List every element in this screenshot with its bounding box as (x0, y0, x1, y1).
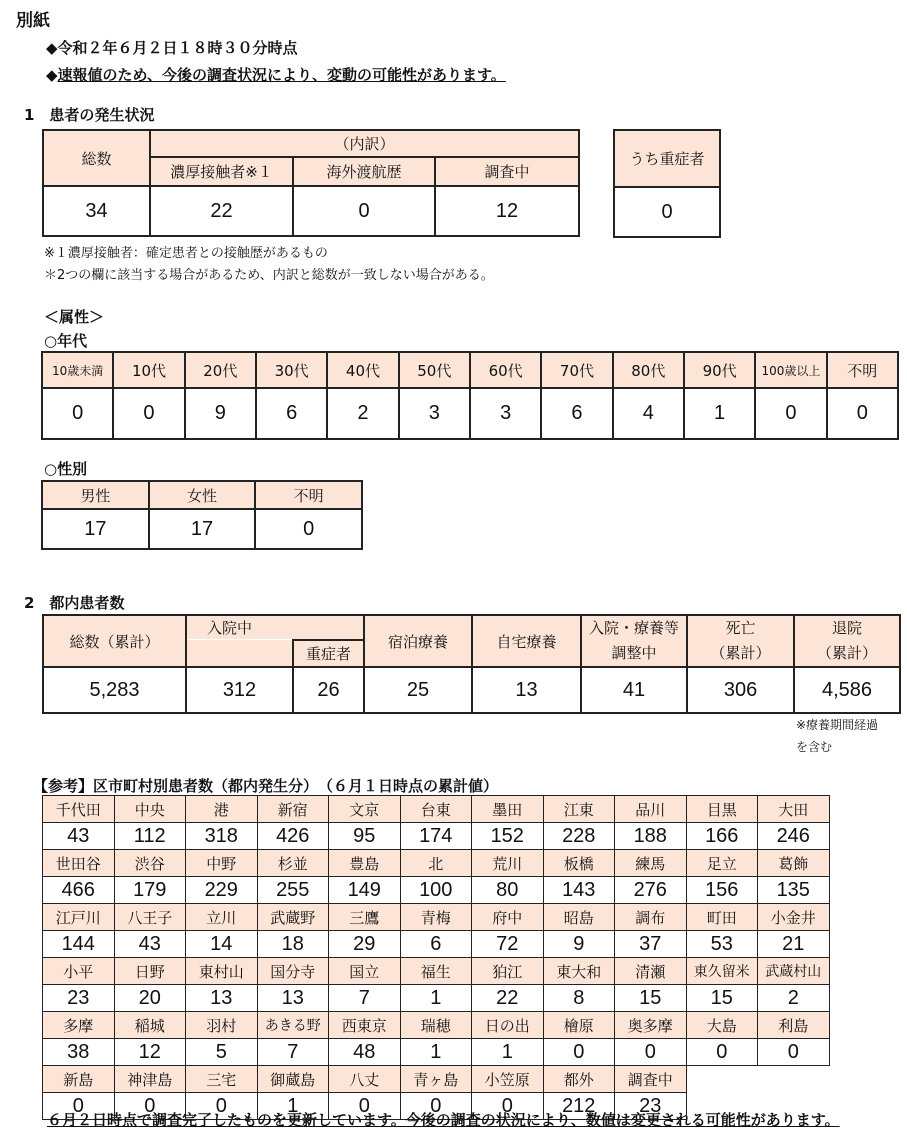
disclaimer-text: 速報値のため、今後の調査状況により、変動の可能性があります。 (57, 66, 506, 84)
municipality-name: 杉並 (257, 850, 329, 877)
municipality-name: 都外 (543, 1066, 615, 1093)
municipality-value: 14 (186, 931, 258, 958)
breakdown-header: （内訳） (150, 130, 579, 157)
gender-heading: ○性別 (44, 460, 88, 478)
municipality-value: 7 (329, 985, 401, 1012)
municipality-value: 166 (686, 823, 758, 850)
investigating-value: 12 (435, 186, 579, 236)
adjusting-header (581, 615, 687, 667)
cumulative-total-header: 総数（累計） (43, 615, 186, 667)
municipality-value: 8 (543, 985, 615, 1012)
municipality-value: 53 (686, 931, 758, 958)
disclaimer-line (46, 64, 506, 85)
municipality-name: 神津島 (114, 1066, 186, 1093)
municipality-name: 渋谷 (114, 850, 186, 877)
municipality-name: 台東 (400, 796, 472, 823)
municipality-value: 7 (257, 1039, 329, 1066)
municipality-value: 48 (329, 1039, 401, 1066)
municipality-name-row (43, 1066, 830, 1093)
municipality-value: 0 (114, 1093, 186, 1120)
municipality-value: 179 (114, 877, 186, 904)
municipality-name: 東大和 (543, 958, 615, 985)
municipality-name: 豊島 (329, 850, 401, 877)
municipality-name: 日の出 (472, 1012, 544, 1039)
gender-value-2: 0 (255, 509, 362, 549)
municipality-name: 羽村 (186, 1012, 258, 1039)
age-value-9: 1 (684, 388, 755, 439)
total-value: 34 (43, 186, 150, 236)
municipality-name: 調査中 (615, 1066, 687, 1093)
municipality-value: 0 (758, 1039, 830, 1066)
municipality-value: 100 (400, 877, 472, 904)
age-label-8: 80代 (613, 352, 684, 388)
municipality-name-row (43, 958, 830, 985)
note-mismatch: ＊2つの欄に該当する場合があるため、内訳と総数が一致しない場合がある。 (44, 268, 494, 283)
age-value-0: 0 (42, 388, 113, 439)
municipality-name: 江戸川 (43, 904, 115, 931)
gender-label-1: 女性 (149, 481, 256, 509)
death-header-line1: 死亡 (725, 619, 756, 637)
municipality-value: 0 (43, 1093, 115, 1120)
severe-header: うち重症者 (614, 130, 720, 187)
discharge-value: 4,586 (794, 667, 900, 713)
age-value-7: 6 (541, 388, 612, 439)
adjusting-header-line1: 入院・療養等 (589, 619, 680, 637)
discharge-header-line2: （累計） (817, 644, 878, 662)
municipality-name: 町田 (686, 904, 758, 931)
death-value: 306 (687, 667, 794, 713)
municipality-value: 0 (400, 1093, 472, 1120)
municipality-value: 5 (186, 1039, 258, 1066)
municipality-value: 188 (615, 823, 687, 850)
age-label-2: 20代 (185, 352, 256, 388)
municipality-value: 466 (43, 877, 115, 904)
cumulative-total-value: 5,283 (43, 667, 186, 713)
municipality-name: 品川 (615, 796, 687, 823)
municipality-name: 西東京 (329, 1012, 401, 1039)
municipality-value: 23 (43, 985, 115, 1012)
municipality-name: 八丈 (329, 1066, 401, 1093)
age-label-6: 60代 (470, 352, 541, 388)
age-label-5: 50代 (399, 352, 470, 388)
municipality-value: 318 (186, 823, 258, 850)
total-header: 総数 (43, 130, 150, 186)
municipality-name: 小笠原 (472, 1066, 544, 1093)
gender-value-1: 17 (149, 509, 256, 549)
age-label-7: 70代 (541, 352, 612, 388)
municipality-name: 大島 (686, 1012, 758, 1039)
municipality-name: 日野 (114, 958, 186, 985)
age-value-8: 4 (613, 388, 684, 439)
municipality-name: 多摩 (43, 1012, 115, 1039)
municipality-value: 0 (615, 1039, 687, 1066)
municipality-value: 1 (400, 985, 472, 1012)
severe-table (613, 129, 721, 238)
severe-value: 0 (614, 187, 720, 237)
timestamp-line: ◆令和２年６月２日１８時３０分時点 (46, 39, 298, 57)
municipality-value: 95 (329, 823, 401, 850)
municipality-name: 千代田 (43, 796, 115, 823)
municipality-name: 国分寺 (257, 958, 329, 985)
municipality-name: 中央 (114, 796, 186, 823)
municipality-name: 三宅 (186, 1066, 258, 1093)
municipality-value: 112 (114, 823, 186, 850)
municipality-name-row (43, 1012, 830, 1039)
municipality-name-row (43, 904, 830, 931)
municipality-name: 板橋 (543, 850, 615, 877)
municipality-value: 0 (329, 1093, 401, 1120)
municipality-value-row (43, 931, 830, 958)
municipality-value: 43 (43, 823, 115, 850)
page-title: 別紙 (16, 11, 50, 31)
municipality-value: 0 (472, 1093, 544, 1120)
close-contact-header: 濃厚接触者※１ (150, 157, 293, 186)
age-value-6: 3 (470, 388, 541, 439)
municipality-value: 22 (472, 985, 544, 1012)
patient-status-table (42, 129, 580, 237)
municipality-name: 利島 (758, 1012, 830, 1039)
municipality-value: 15 (615, 985, 687, 1012)
municipality-name: 新島 (43, 1066, 115, 1093)
municipality-value: 29 (329, 931, 401, 958)
municipality-value: 144 (43, 931, 115, 958)
municipality-name: 江東 (543, 796, 615, 823)
municipality-name: 小平 (43, 958, 115, 985)
age-table (41, 351, 899, 440)
municipality-name: 調布 (615, 904, 687, 931)
municipality-name: 大田 (758, 796, 830, 823)
tokyo-patients-table (42, 614, 901, 714)
close-contact-value: 22 (150, 186, 293, 236)
municipality-value: 426 (257, 823, 329, 850)
reference-heading: 【参考】区市町村別患者数（都内発生分） （６月１日時点の累計値） (33, 777, 499, 795)
municipality-name: 武蔵野 (257, 904, 329, 931)
municipality-name: 武蔵村山 (758, 958, 830, 985)
age-label-0: 10歳未満 (42, 352, 113, 388)
reference-footer: ６月２日時点で調査完了したものを更新しています。今後の調査の状況により、数値は変更される可能性があります。 (47, 1111, 840, 1129)
municipality-name: 中野 (186, 850, 258, 877)
age-value-3: 6 (256, 388, 327, 439)
age-label-3: 30代 (256, 352, 327, 388)
municipality-name: 目黒 (686, 796, 758, 823)
municipality-value: 12 (114, 1039, 186, 1066)
age-value-2: 9 (185, 388, 256, 439)
municipality-value: 152 (472, 823, 544, 850)
municipality-name: 葛飾 (758, 850, 830, 877)
municipality-name: 瑞穂 (400, 1012, 472, 1039)
discharge-header (794, 615, 900, 667)
municipality-name: 三鷹 (329, 904, 401, 931)
municipality-value: 0 (543, 1039, 615, 1066)
municipality-value: 0 (186, 1093, 258, 1120)
municipality-name: 八王子 (114, 904, 186, 931)
municipality-value: 38 (43, 1039, 115, 1066)
attributes-heading: ＜属性＞ (44, 308, 105, 326)
discharge-header-line1: 退院 (832, 619, 863, 637)
municipality-value: 43 (114, 931, 186, 958)
municipality-name: 小金井 (758, 904, 830, 931)
severe-subheader: 重症者 (293, 640, 364, 667)
municipality-value: 255 (257, 877, 329, 904)
municipality-value: 18 (257, 931, 329, 958)
municipality-value-row (43, 985, 830, 1012)
municipality-name: 世田谷 (43, 850, 115, 877)
discharge-note-line1: ※療養期間経過 (796, 718, 879, 732)
municipality-name: 清瀬 (615, 958, 687, 985)
municipality-name-row (43, 850, 830, 877)
municipality-value: 6 (400, 931, 472, 958)
gender-table (41, 480, 363, 550)
municipality-value: 72 (472, 931, 544, 958)
municipality-name: 府中 (472, 904, 544, 931)
municipality-name: 稲城 (114, 1012, 186, 1039)
municipality-value-row (43, 823, 830, 850)
municipality-name: 北 (400, 850, 472, 877)
municipality-value: 9 (543, 931, 615, 958)
municipality-name: 足立 (686, 850, 758, 877)
death-header-line2: （累計） (710, 644, 771, 662)
municipality-value: 1 (400, 1039, 472, 1066)
section2-heading: 2 都内患者数 (24, 594, 125, 612)
municipality-value: 1 (472, 1039, 544, 1066)
municipality-name: 練馬 (615, 850, 687, 877)
municipality-name: 青ヶ島 (400, 1066, 472, 1093)
severe-count-value: 26 (293, 667, 364, 713)
death-header (687, 615, 794, 667)
municipality-value: 276 (615, 877, 687, 904)
gender-value-0: 17 (42, 509, 149, 549)
overseas-value: 0 (293, 186, 435, 236)
municipality-value: 23 (615, 1093, 687, 1120)
municipality-value: 149 (329, 877, 401, 904)
municipality-value: 2 (758, 985, 830, 1012)
age-label-9: 90代 (684, 352, 755, 388)
home-header: 自宅療養 (472, 615, 581, 667)
municipality-name: 狛江 (472, 958, 544, 985)
age-label-4: 40代 (327, 352, 398, 388)
municipality-value: 229 (186, 877, 258, 904)
municipality-value: 212 (543, 1093, 615, 1120)
municipality-value: 135 (758, 877, 830, 904)
municipality-value: 37 (615, 931, 687, 958)
hospitalized-header: 入院中 (186, 615, 364, 640)
municipality-name: 青梅 (400, 904, 472, 931)
municipality-table (42, 795, 830, 1120)
hospitalized-blank (186, 640, 293, 667)
municipality-name: 御蔵島 (257, 1066, 329, 1093)
hotel-value: 25 (364, 667, 472, 713)
municipality-name: 荒川 (472, 850, 544, 877)
municipality-name-row (43, 796, 830, 823)
municipality-value: 156 (686, 877, 758, 904)
municipality-name: 立川 (186, 904, 258, 931)
municipality-name: 墨田 (472, 796, 544, 823)
municipality-name: 国立 (329, 958, 401, 985)
municipality-name: あきる野 (257, 1012, 329, 1039)
home-value: 13 (472, 667, 581, 713)
municipality-name: 東久留米 (686, 958, 758, 985)
gender-label-2: 不明 (255, 481, 362, 509)
disclaimer-bullet: ◆ (46, 66, 58, 84)
municipality-name: 港 (186, 796, 258, 823)
municipality-name: 東村山 (186, 958, 258, 985)
age-heading: ○年代 (44, 332, 88, 350)
municipality-value: 80 (472, 877, 544, 904)
municipality-value: 1 (257, 1093, 329, 1120)
age-label-10: 100歳以上 (755, 352, 826, 388)
section1-heading: 1 患者の発生状況 (24, 106, 155, 124)
municipality-name: 文京 (329, 796, 401, 823)
municipality-value: 15 (686, 985, 758, 1012)
municipality-value-row (43, 877, 830, 904)
hotel-header: 宿泊療養 (364, 615, 472, 667)
municipality-value: 21 (758, 931, 830, 958)
municipality-value: 0 (686, 1039, 758, 1066)
municipality-value: 174 (400, 823, 472, 850)
municipality-name: 新宿 (257, 796, 329, 823)
age-value-10: 0 (755, 388, 826, 439)
municipality-value: 228 (543, 823, 615, 850)
municipality-name: 福生 (400, 958, 472, 985)
gender-label-0: 男性 (42, 481, 149, 509)
adjusting-header-line2: 調整中 (611, 644, 657, 662)
age-label-1: 10代 (113, 352, 184, 388)
age-label-11: 不明 (827, 352, 898, 388)
adjusting-value: 41 (581, 667, 687, 713)
municipality-name: 檜原 (543, 1012, 615, 1039)
overseas-header: 海外渡航歴 (293, 157, 435, 186)
municipality-name: 奥多摩 (615, 1012, 687, 1039)
age-value-11: 0 (827, 388, 898, 439)
note-close-contact: ※１濃厚接触者：確定患者との接触歴があるもの (44, 246, 328, 261)
municipality-value: 13 (186, 985, 258, 1012)
age-value-4: 2 (327, 388, 398, 439)
municipality-value: 143 (543, 877, 615, 904)
age-value-5: 3 (399, 388, 470, 439)
investigating-header: 調査中 (435, 157, 579, 186)
discharge-note-line2: を含む (796, 740, 833, 754)
hospitalized-value: 312 (186, 667, 293, 713)
municipality-value: 246 (758, 823, 830, 850)
municipality-name: 昭島 (543, 904, 615, 931)
municipality-value: 13 (257, 985, 329, 1012)
age-value-1: 0 (113, 388, 184, 439)
municipality-value-row (43, 1039, 830, 1066)
municipality-value: 20 (114, 985, 186, 1012)
